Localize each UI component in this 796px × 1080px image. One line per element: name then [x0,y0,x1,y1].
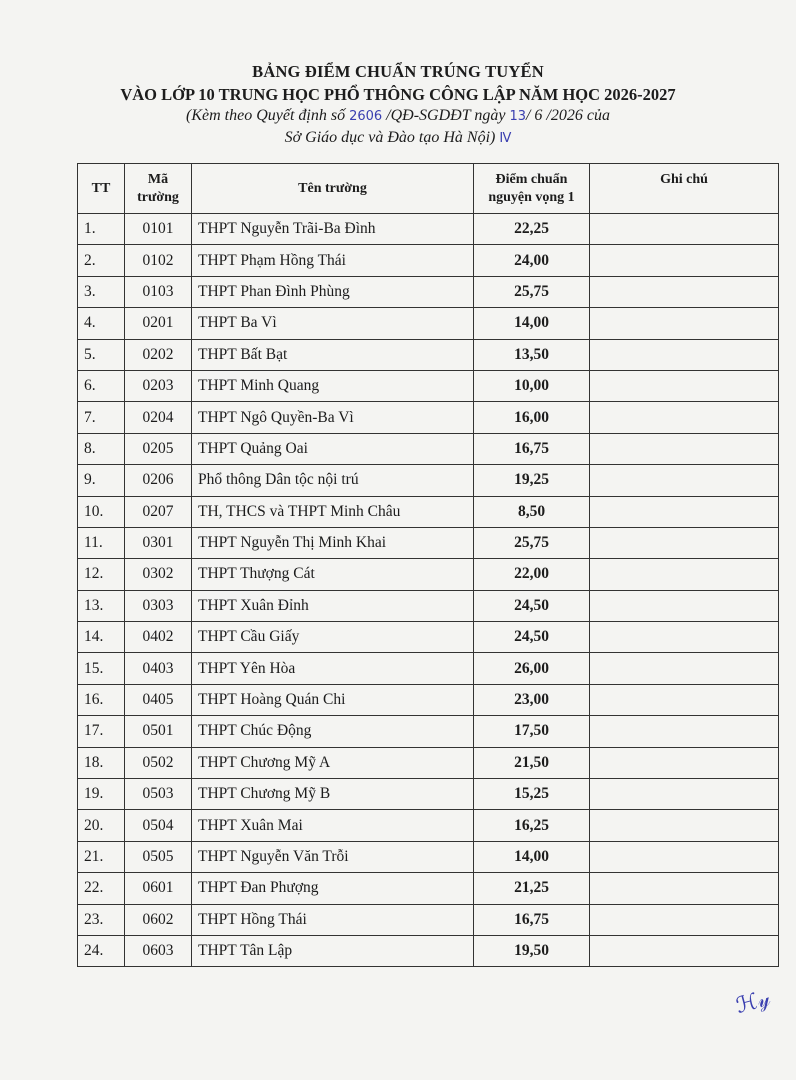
row-number: 10. [78,496,125,527]
cutoff-score: 22,00 [474,559,590,590]
cutoff-score: 13,50 [474,339,590,370]
note [590,308,779,339]
row-number: 6. [78,370,125,401]
table-row [78,433,779,464]
note [590,935,779,966]
row-number: 15. [78,653,125,684]
cutoff-score: 26,00 [474,653,590,684]
table-row [78,841,779,872]
header-school-code-line2: trường [137,189,179,205]
issuing-authority [0,129,796,147]
school-code: 0504 [125,810,192,841]
note [590,245,779,276]
school-name: THPT Yên Hòa [192,653,474,684]
school-name: THPT Đan Phượng [192,873,474,904]
cutoff-score: 16,25 [474,810,590,841]
table-row [78,653,779,684]
school-code: 0201 [125,308,192,339]
cutoff-score: 21,50 [474,747,590,778]
school-name: THPT Xuân Mai [192,810,474,841]
document-title: BẢNG ĐIỂM CHUẨN TRÚNG TUYỂN [252,62,544,81]
header-notes: Ghi chú [590,164,779,214]
row-number: 21. [78,841,125,872]
school-name: THPT Thượng Cát [192,559,474,590]
table-row [78,810,779,841]
school-name: THPT Tân Lập [192,935,474,966]
school-code: 0505 [125,841,192,872]
table-row [78,245,779,276]
handwritten-initial: Ⅳ [499,131,512,146]
school-code: 0303 [125,590,192,621]
header-cutoff-score [474,164,590,214]
row-number: 2. [78,245,125,276]
school-name: TH, THCS và THPT Minh Châu [192,496,474,527]
school-code: 0603 [125,935,192,966]
school-name: THPT Ngô Quyền-Ba Vì [192,402,474,433]
school-name: THPT Chúc Động [192,716,474,747]
cutoff-score: 17,50 [474,716,590,747]
row-number: 16. [78,684,125,715]
table-row [78,873,779,904]
table-header-row [78,164,779,214]
school-name: THPT Hồng Thái [192,904,474,935]
row-number: 8. [78,433,125,464]
row-number: 1. [78,214,125,245]
note [590,465,779,496]
cutoff-score: 16,00 [474,402,590,433]
cutoff-score: 25,75 [474,527,590,558]
note [590,684,779,715]
cutoff-score: 19,25 [474,465,590,496]
school-code: 0202 [125,339,192,370]
note [590,214,779,245]
cutoff-score: 24,50 [474,590,590,621]
note [590,653,779,684]
note [590,873,779,904]
table-row [78,590,779,621]
table-row [78,716,779,747]
note [590,747,779,778]
cutoff-score: 25,75 [474,276,590,307]
school-name: THPT Nguyễn Văn Trỗi [192,841,474,872]
cutoff-score: 24,50 [474,622,590,653]
header-school-code [125,164,192,214]
note [590,590,779,621]
table-row [78,904,779,935]
note [590,433,779,464]
table-row [78,465,779,496]
school-code: 0206 [125,465,192,496]
table-row [78,496,779,527]
school-code: 0204 [125,402,192,433]
school-code: 0502 [125,747,192,778]
row-number: 5. [78,339,125,370]
decision-text-2: /QĐ-SGDĐT ngày [382,107,510,124]
row-number: 14. [78,622,125,653]
row-number: 13. [78,590,125,621]
row-number: 4. [78,308,125,339]
row-number: 20. [78,810,125,841]
decision-text-1: (Kèm theo Quyết định số [186,107,350,124]
header-school-code-line1: Mã [147,171,169,187]
decision-text-3: / 6 /2026 của [525,107,610,124]
row-number: 9. [78,465,125,496]
header-school-name: Tên trường [192,164,474,214]
cutoff-score: 15,25 [474,779,590,810]
note [590,622,779,653]
table-body [78,214,779,967]
decision-reference [0,107,796,125]
note [590,276,779,307]
note [590,402,779,433]
table-row [78,214,779,245]
school-code: 0503 [125,779,192,810]
school-code: 0101 [125,214,192,245]
table-row [78,402,779,433]
school-code: 0405 [125,684,192,715]
school-name: THPT Phạm Hồng Thái [192,245,474,276]
note [590,779,779,810]
school-code: 0102 [125,245,192,276]
row-number: 23. [78,904,125,935]
cutoff-score: 22,25 [474,214,590,245]
note [590,370,779,401]
header-tt: TT [78,164,125,214]
school-code: 0207 [125,496,192,527]
cutoff-score: 16,75 [474,904,590,935]
header-cutoff-line2: nguyện vọng 1 [488,189,575,205]
note [590,841,779,872]
school-code: 0601 [125,873,192,904]
school-code: 0602 [125,904,192,935]
decision-number-handwritten: 2606 [349,109,383,124]
table-row [78,527,779,558]
school-code: 0205 [125,433,192,464]
school-name: THPT Minh Quang [192,370,474,401]
school-name: THPT Ba Vì [192,308,474,339]
table-row [78,370,779,401]
school-code: 0302 [125,559,192,590]
school-name: THPT Nguyễn Trãi-Ba Đình [192,214,474,245]
cutoff-score: 19,50 [474,935,590,966]
school-name: Phổ thông Dân tộc nội trú [192,465,474,496]
signature-mark: ℋ𝓎 [733,985,774,1020]
row-number: 17. [78,716,125,747]
table-row [78,276,779,307]
cutoff-score: 10,00 [474,370,590,401]
school-name: THPT Chương Mỹ B [192,779,474,810]
row-number: 12. [78,559,125,590]
school-name: THPT Phan Đình Phùng [192,276,474,307]
cutoff-score: 21,25 [474,873,590,904]
table-row [78,779,779,810]
school-code: 0301 [125,527,192,558]
cutoff-score: 14,00 [474,841,590,872]
cutoff-score: 24,00 [474,245,590,276]
school-name: THPT Cầu Giấy [192,622,474,653]
table-row [78,339,779,370]
table-row [78,622,779,653]
row-number: 7. [78,402,125,433]
school-code: 0203 [125,370,192,401]
school-code: 0403 [125,653,192,684]
school-name: THPT Xuân Đỉnh [192,590,474,621]
table-row [78,308,779,339]
school-name: THPT Bất Bạt [192,339,474,370]
school-code: 0501 [125,716,192,747]
table-row [78,684,779,715]
document-title-line2: VÀO LỚP 10 TRUNG HỌC PHỔ THÔNG CÔNG LẬP NĂM HỌC 2026-2027 [120,85,676,104]
cutoff-score: 8,50 [474,496,590,527]
row-number: 19. [78,779,125,810]
school-name: THPT Chương Mỹ A [192,747,474,778]
cutoff-score: 14,00 [474,308,590,339]
school-code: 0103 [125,276,192,307]
decision-day-handwritten: 13 [509,109,526,124]
note [590,339,779,370]
row-number: 24. [78,935,125,966]
header-cutoff-line1: Điểm chuẩn [495,171,568,187]
note [590,527,779,558]
row-number: 18. [78,747,125,778]
note [590,810,779,841]
note [590,904,779,935]
row-number: 22. [78,873,125,904]
cutoff-score: 16,75 [474,433,590,464]
admission-score-table [77,163,779,967]
table-row [78,559,779,590]
row-number: 11. [78,527,125,558]
authority-text: Sở Giáo dục và Đào tạo Hà Nội) [284,129,496,146]
table-row [78,935,779,966]
table-row [78,747,779,778]
row-number: 3. [78,276,125,307]
note [590,559,779,590]
school-name: THPT Hoàng Quán Chi [192,684,474,715]
school-code: 0402 [125,622,192,653]
school-name: THPT Quảng Oai [192,433,474,464]
school-name: THPT Nguyễn Thị Minh Khai [192,527,474,558]
note [590,716,779,747]
cutoff-score: 23,00 [474,684,590,715]
note [590,496,779,527]
